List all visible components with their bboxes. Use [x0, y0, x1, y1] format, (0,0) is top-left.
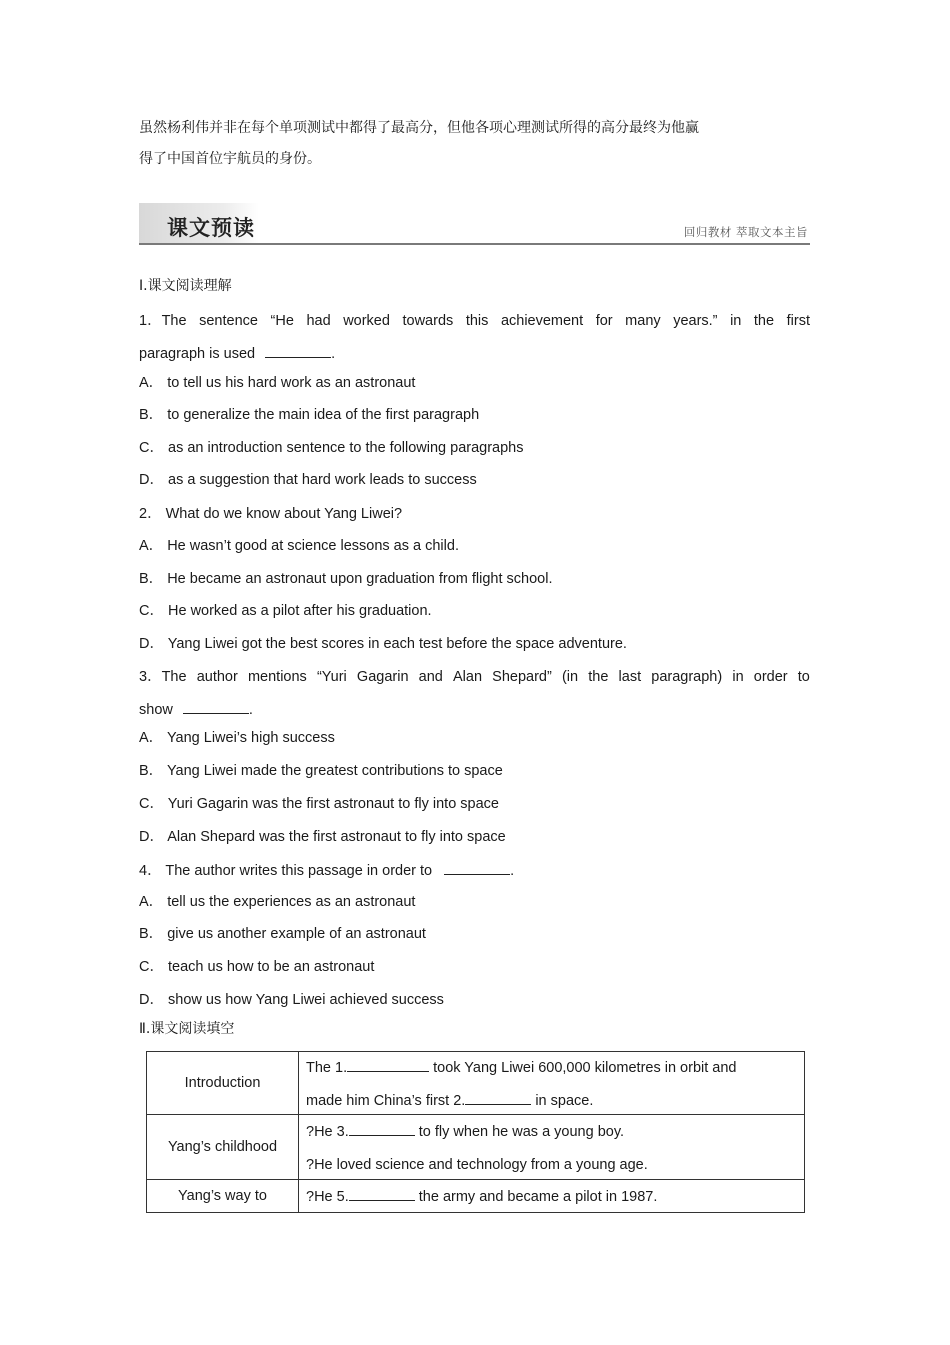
section-banner — [139, 203, 810, 246]
table-row — [147, 1180, 805, 1213]
word: first — [786, 313, 810, 329]
word: (in — [561, 669, 579, 685]
row-content — [299, 1115, 805, 1180]
word: many — [625, 313, 661, 329]
option-d: D． Alan Shepard was the first astronaut to fly into space — [139, 829, 506, 845]
option-a: A． Yang Liwei’s high success — [139, 730, 335, 746]
stem-text: . — [248, 702, 253, 718]
table-row — [147, 1052, 805, 1115]
word: author — [196, 669, 238, 685]
fill-in-table — [146, 1051, 805, 1213]
stem-text: show — [139, 702, 173, 718]
question-1-stem-line1 — [139, 312, 810, 330]
word: had — [306, 313, 331, 329]
word: towards — [402, 313, 454, 329]
stem-text: . — [510, 863, 515, 879]
content-line — [306, 1090, 804, 1110]
row-label: Introduction — [147, 1052, 299, 1115]
word: mentions — [247, 669, 307, 685]
content-text: took Yang Liwei 600,000 kilometres in orbit and — [429, 1059, 737, 1076]
intro-line-2: 得了中国首位宇航员的身份。 — [139, 151, 321, 167]
option-d: D． as a suggestion that hard work leads to success — [139, 472, 477, 488]
stem-text: . — [331, 346, 336, 362]
row-content — [299, 1180, 805, 1213]
word: 1．The — [139, 313, 187, 329]
question-1-stem-line2 — [139, 343, 335, 363]
content-line — [306, 1121, 804, 1141]
content-line: ?He loved science and technology from a young age. — [306, 1156, 648, 1173]
word: worked — [343, 313, 390, 329]
option-c: C． Yuri Gagarin was the first astronaut to fly into space — [139, 796, 499, 812]
content-text: ?He 5. — [306, 1189, 349, 1205]
word: to — [797, 669, 810, 685]
table-row — [147, 1115, 805, 1180]
option-a: A． He wasn’t good at science lessons as a child. — [139, 538, 459, 554]
question-2-stem: 2． What do we know about Yang Liwei? — [139, 506, 403, 522]
option-c: C． teach us how to be an astronaut — [139, 959, 375, 975]
row-content — [299, 1052, 805, 1115]
part1-heading: Ⅰ.课文阅读理解 — [139, 278, 232, 294]
word: paragraph) — [651, 669, 723, 685]
intro-line-1: 虽然杨利伟并非在每个单项测试中都得了最高分，但他各项心理测试所得的高分最终为他赢 — [139, 120, 699, 136]
word: for — [595, 313, 613, 329]
option-b: B． to generalize the main idea of the first paragraph — [139, 407, 480, 423]
option-d: D． show us how Yang Liwei achieved success — [139, 992, 444, 1008]
option-c: C． as an introduction sentence to the following paragraphs — [139, 440, 524, 456]
option-b: B． Yang Liwei made the greatest contributions to space — [139, 763, 503, 779]
question-4-stem — [139, 860, 514, 880]
content-text: to fly when he was a young boy. — [414, 1123, 625, 1140]
word: Gagarin — [356, 669, 409, 685]
word: Shepard” — [492, 669, 552, 685]
word: Alan — [453, 669, 483, 685]
content-text: ?He 3. — [306, 1123, 349, 1140]
option-b: B． He became an astronaut upon graduation from flight school. — [139, 571, 553, 587]
option-b: B． give us another example of an astronaut — [139, 926, 426, 942]
content-line — [306, 1186, 804, 1206]
content-line — [306, 1057, 804, 1077]
question-3-stem-line1 — [139, 668, 810, 686]
answer-blank[interactable] — [444, 860, 510, 875]
answer-blank[interactable] — [183, 699, 249, 714]
answer-blank[interactable] — [265, 343, 331, 358]
row-label: Yang’s way to — [147, 1180, 299, 1213]
answer-blank[interactable] — [349, 1121, 415, 1136]
answer-blank[interactable] — [465, 1090, 531, 1105]
word: in — [730, 313, 742, 329]
banner-subtitle: 回归教材 萃取文本主旨 — [683, 225, 808, 239]
stem-text: 4． The author writes this passage in order to — [139, 863, 433, 879]
word: last — [618, 669, 642, 685]
word: in — [732, 669, 744, 685]
word: 3．The — [139, 669, 187, 685]
banner-rule — [139, 243, 810, 245]
content-text: The 1. — [306, 1059, 348, 1076]
stem-text: paragraph is used — [139, 346, 256, 362]
answer-blank[interactable] — [349, 1186, 415, 1201]
part2-heading: Ⅱ.课文阅读填空 — [139, 1021, 235, 1037]
word: order — [753, 669, 788, 685]
word: achievement — [500, 313, 584, 329]
option-d: D． Yang Liwei got the best scores in each test before the space adventure. — [139, 636, 627, 652]
word: this — [465, 313, 489, 329]
option-a: A． to tell us his hard work as an astronaut — [139, 375, 416, 391]
word: years.” — [673, 313, 718, 329]
word: “He — [270, 313, 294, 329]
content-text: the army and became a pilot in 1987. — [414, 1189, 658, 1205]
answer-blank[interactable] — [347, 1057, 429, 1072]
content-text: made him China’s first 2. — [306, 1092, 466, 1109]
word: sentence — [199, 313, 258, 329]
word: “Yuri — [316, 669, 347, 685]
option-c: C． He worked as a pilot after his graduation. — [139, 603, 432, 619]
option-a: A． tell us the experiences as an astronaut — [139, 894, 416, 910]
word: the — [588, 669, 609, 685]
question-3-stem-line2 — [139, 699, 253, 719]
content-text: in space. — [531, 1092, 594, 1109]
word: the — [753, 313, 775, 329]
banner-title: 课文预读 — [167, 216, 255, 240]
word: and — [418, 669, 443, 685]
row-label: Yang’s childhood — [147, 1115, 299, 1180]
